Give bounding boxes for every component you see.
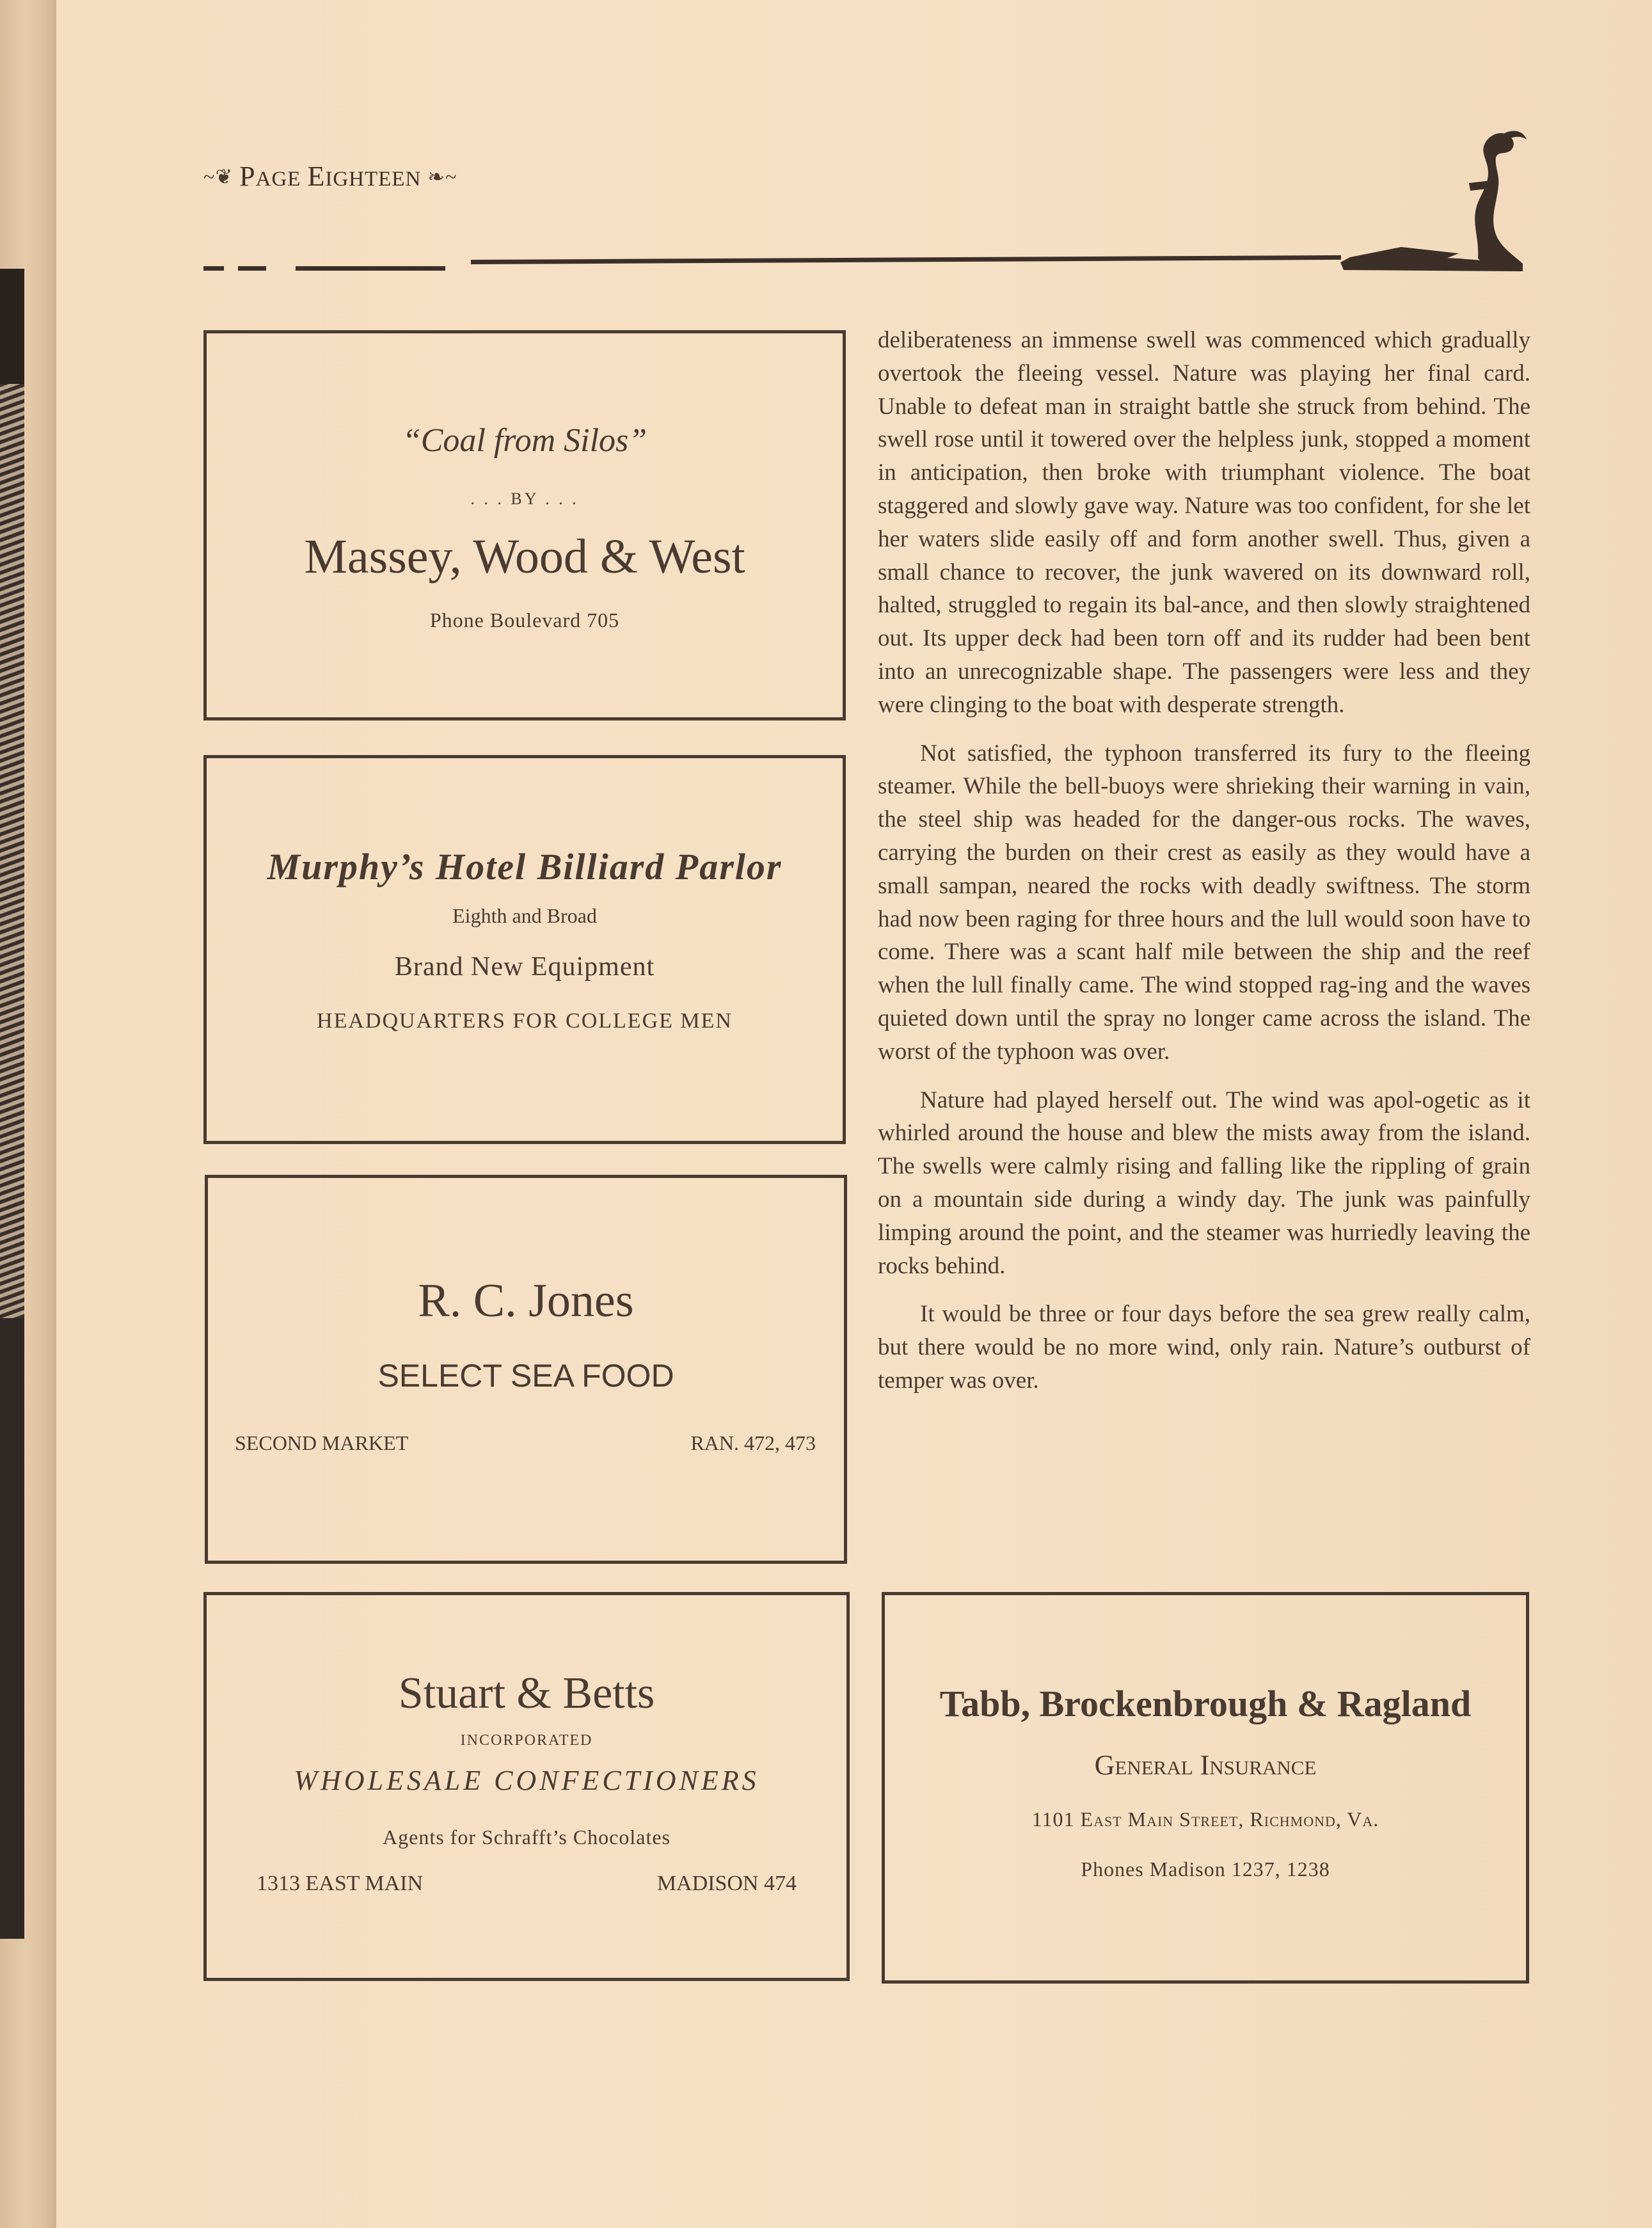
pulling-figure-illustration (1331, 122, 1536, 275)
story-paragraph: Not satisfied, the typhoon transferred its fury to the fleeing steamer. While the bell-buoys were shrieking their warning in vain, the steel ship was headed for the danger-ous rocks. The waves, carrying the burden on their crest as easily as they would have a small sampan, neared the rocks with deadly swiftness. The storm had now been raging for three hours and the lull would soon have to come. There was a scant half mile between the ship and the reef when the lull finally came. The wind stopped rag-ing and the waves quieted down until the spray no longer came across the island. The worst of the typhoon was over. (878, 740, 1530, 1065)
ad-tabb-phones: Phones Madison 1237, 1238 (1081, 1858, 1330, 1881)
ornament-left-icon: ~❦ (203, 164, 234, 188)
header-rule-dash-1 (203, 266, 224, 271)
ad-stuart-phone: MADISON 474 (656, 1872, 797, 1895)
ad-coal-title: “Coal from Silos” (402, 422, 647, 459)
page-number: EIGHTEEN (307, 161, 422, 192)
ad-rc-jones (205, 1175, 847, 1564)
ad-murphys-hotel (203, 755, 846, 1144)
ad-murphy-address: Eighth and Broad (452, 904, 597, 927)
ad-tabb-brockenbrough-ragland (882, 1592, 1529, 1984)
ad-stuart-business: WHOLESALE CONFECTIONERS (294, 1765, 759, 1796)
ad-stuart-betts (203, 1592, 850, 1981)
story-paragraph: Nature had played herself out. The wind was apol-ogetic as it whirled around the house and blew the mists away from the island. The swells were calmly rising and falling like the rippling of grain on a mountain side during a windy day. The junk was painfully limping around the point, and the steamer was hurriedly leaving the rocks behind. (878, 1086, 1530, 1279)
ad-tabb-business: General Insurance (1094, 1749, 1317, 1781)
page-label: PAGE (239, 161, 301, 192)
ad-stuart-agents: Agents for Schrafft’s Chocolates (383, 1826, 671, 1849)
header-rule-dash-3 (296, 266, 445, 271)
ad-murphy-headline: HEADQUARTERS FOR COLLEGE MEN (317, 1009, 733, 1033)
ad-stuart-address: 1313 EAST MAIN (257, 1872, 424, 1895)
ad-murphy-name: Murphy’s Hotel Billiard Parlor (267, 846, 782, 887)
facing-page-photo-dark-top (0, 269, 24, 384)
ad-coal-company: Massey, Wood & West (304, 530, 745, 584)
ad-jones-location: SECOND MARKET (235, 1431, 409, 1454)
ad-murphy-tagline: Brand New Equipment (394, 952, 655, 982)
ornament-right-icon: ❧~ (427, 164, 457, 188)
ad-tabb-address: 1101 East Main Street, Richmond, Va. (1031, 1808, 1379, 1831)
ad-jones-phone: RAN. 472, 473 (690, 1431, 816, 1454)
ad-jones-name: R. C. Jones (418, 1275, 634, 1327)
ad-tabb-name: Tabb, Brockenbrough & Ragland (939, 1683, 1472, 1724)
ad-coal-phone: Phone Boulevard 705 (429, 609, 620, 632)
running-head (203, 160, 457, 193)
header-rule-dash-2 (238, 266, 266, 271)
ad-massey-wood-west (203, 330, 846, 720)
ad-coal-by: . . . BY . . . (470, 489, 579, 508)
ad-jones-product: SELECT SEA FOOD (377, 1358, 674, 1394)
ad-stuart-inc: INCORPORATED (460, 1732, 593, 1749)
story-paragraph: It would be three or four days before the sea grew really calm, but there would be no more wind, only rain. Nature’s outburst of temper was over. (878, 1301, 1530, 1394)
story-column (878, 324, 1530, 1413)
ad-stuart-name: Stuart & Betts (398, 1669, 655, 1718)
story-paragraph: deliberateness an immense swell was commenced which gradually overtook the fleeing vessel. Nature was playing her final card. Unable to defeat man in straight battle she struck from behind. The swell rose until it towered over the helpless junk, stopped a moment in anticipation, then broke with triumphant violence. The boat staggered and slowly gave way. Nature was too confident, for she let her waters slide easily off and form another swell. Thus, given a small chance to recover, the junk wavered on its downward roll, halted, struggled to regain its bal-ance, and then slowly straightened out. Its upper deck had been torn off and its rudder had been bent into an unrecognizable shape. The passengers were less and they were clinging to the boat with desperate strength. (878, 327, 1530, 718)
facing-page-photo-dark-bottom (0, 1318, 24, 1939)
